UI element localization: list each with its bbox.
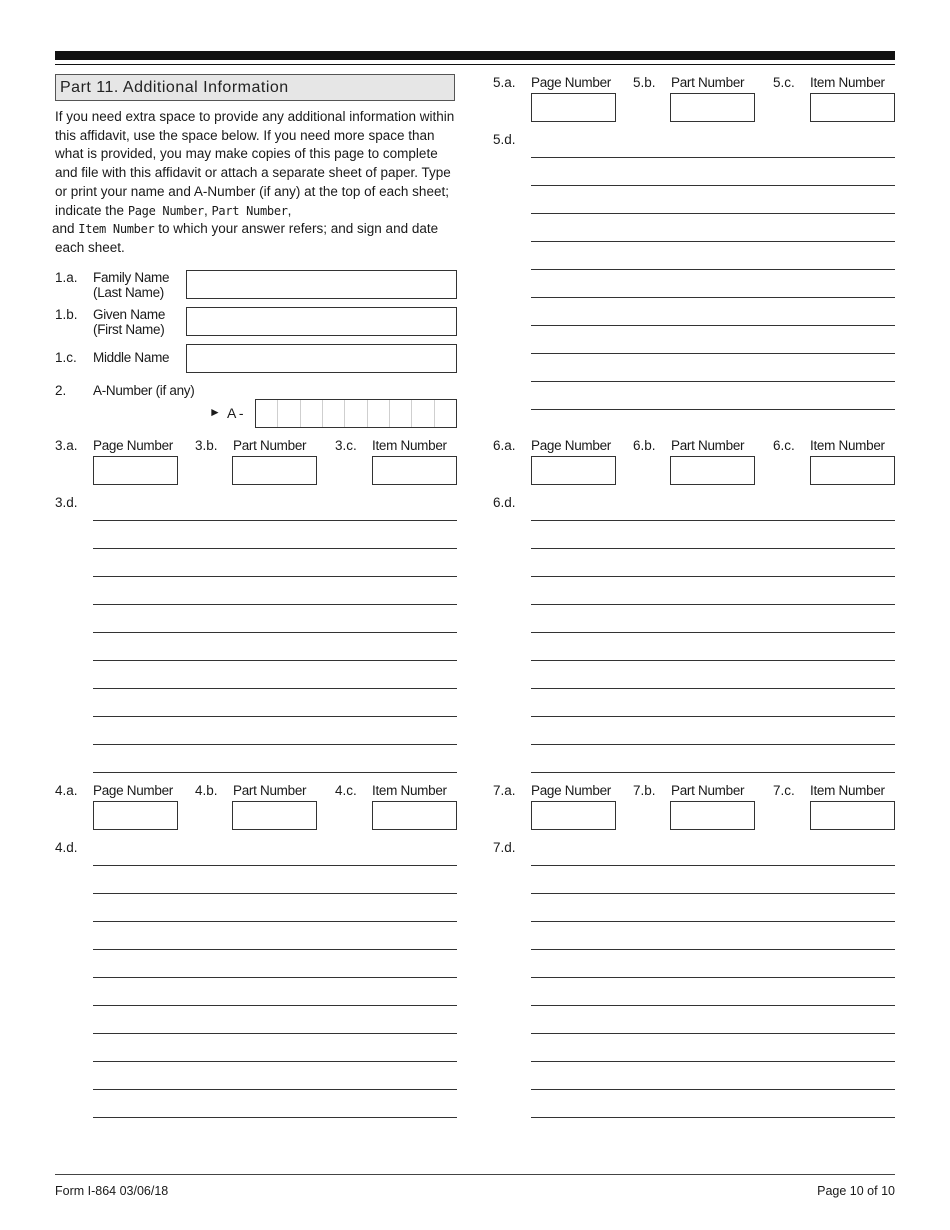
a-number-field[interactable] — [255, 399, 457, 428]
block-6-part-number-label: Part Number — [671, 438, 745, 453]
block-4-item-number-label: Item Number — [372, 783, 447, 798]
block-6-page-number-label: Page Number — [531, 438, 611, 453]
block-6-answer-line[interactable] — [531, 520, 895, 521]
block-6a-number: 6.a. — [493, 438, 516, 453]
block-7-answer-line[interactable] — [531, 1005, 895, 1006]
block-5d-number: 5.d. — [493, 132, 516, 147]
block-3-answer-line[interactable] — [93, 548, 457, 549]
block-5-answer-line[interactable] — [531, 269, 895, 270]
block-3-answer-line[interactable] — [93, 660, 457, 661]
block-7-item-number-label: Item Number — [810, 783, 885, 798]
a-number-label: A-Number (if any) — [93, 383, 195, 398]
block-4a-number: 4.a. — [55, 783, 78, 798]
block-3-part-number-field[interactable] — [232, 456, 317, 485]
form-id: Form I-864 03/06/18 — [55, 1184, 169, 1198]
block-4-answer-line[interactable] — [93, 1005, 457, 1006]
block-3-page-number-label: Page Number — [93, 438, 173, 453]
block-3d-number: 3.d. — [55, 495, 78, 510]
block-4-answer-line[interactable] — [93, 1033, 457, 1034]
block-3-answer-line[interactable] — [93, 772, 457, 773]
block-3b-number: 3.b. — [195, 438, 218, 453]
block-7-item-number-field[interactable] — [810, 801, 895, 830]
intro-and: and — [52, 221, 79, 237]
block-6b-number: 6.b. — [633, 438, 656, 453]
family-name-field[interactable] — [186, 270, 457, 299]
block-3-answer-line[interactable] — [93, 632, 457, 633]
intro-sep1: , — [203, 202, 212, 218]
block-4-answer-line[interactable] — [93, 977, 457, 978]
a-number-number: 2. — [55, 383, 67, 398]
block-4-answer-line[interactable] — [93, 1117, 457, 1118]
block-6-item-number-field[interactable] — [810, 456, 895, 485]
block-6-answer-line[interactable] — [531, 772, 895, 773]
block-7-answer-line[interactable] — [531, 1033, 895, 1034]
block-3-answer-line[interactable] — [93, 520, 457, 521]
block-5-item-number-field[interactable] — [810, 93, 895, 122]
block-7-page-number-field[interactable] — [531, 801, 616, 830]
block-7c-number: 7.c. — [773, 783, 795, 798]
block-4-item-number-field[interactable] — [372, 801, 457, 830]
block-3-answer-line[interactable] — [93, 716, 457, 717]
block-4-answer-line[interactable] — [93, 921, 457, 922]
family-name-number: 1.a. — [55, 270, 78, 285]
block-3-part-number-label: Part Number — [233, 438, 307, 453]
block-4-part-number-field[interactable] — [232, 801, 317, 830]
family-name-sublabel: (Last Name) — [93, 285, 164, 300]
intro-part-number: Part Number — [211, 203, 288, 218]
block-4d-number: 4.d. — [55, 840, 78, 855]
block-6-answer-line[interactable] — [531, 632, 895, 633]
block-7-answer-line[interactable] — [531, 977, 895, 978]
block-3a-number: 3.a. — [55, 438, 78, 453]
block-6-answer-line[interactable] — [531, 660, 895, 661]
block-6c-number: 6.c. — [773, 438, 795, 453]
instructions-text — [52, 108, 460, 258]
block-4-page-number-label: Page Number — [93, 783, 173, 798]
block-3-answer-line[interactable] — [93, 688, 457, 689]
block-5-answer-line[interactable] — [531, 241, 895, 242]
block-7-answer-line[interactable] — [531, 1089, 895, 1090]
given-name-field[interactable] — [186, 307, 457, 336]
block-5-answer-line[interactable] — [531, 297, 895, 298]
block-4-answer-line[interactable] — [93, 893, 457, 894]
block-6-answer-line[interactable] — [531, 576, 895, 577]
block-7-answer-line[interactable] — [531, 1117, 895, 1118]
part-title: Part 11. Additional Information — [55, 74, 455, 101]
given-name-label: Given Name — [93, 307, 166, 322]
block-6-item-number-label: Item Number — [810, 438, 885, 453]
block-4b-number: 4.b. — [195, 783, 218, 798]
block-5c-number: 5.c. — [773, 75, 795, 90]
block-6-answer-line[interactable] — [531, 548, 895, 549]
block-7d-number: 7.d. — [493, 840, 516, 855]
block-4-answer-line[interactable] — [93, 1089, 457, 1090]
block-4-answer-line[interactable] — [93, 949, 457, 950]
block-7-page-number-label: Page Number — [531, 783, 611, 798]
block-6-answer-line[interactable] — [531, 716, 895, 717]
block-6-part-number-field[interactable] — [670, 456, 755, 485]
block-4c-number: 4.c. — [335, 783, 357, 798]
block-5-answer-line[interactable] — [531, 325, 895, 326]
block-3-answer-line[interactable] — [93, 576, 457, 577]
block-5-answer-line[interactable] — [531, 157, 895, 158]
block-6-answer-line[interactable] — [531, 744, 895, 745]
block-5-answer-line[interactable] — [531, 353, 895, 354]
header-thin-rule — [55, 64, 895, 65]
intro-page-number: Page Number — [127, 203, 204, 218]
block-3-answer-line[interactable] — [93, 744, 457, 745]
block-5-answer-line[interactable] — [531, 213, 895, 214]
block-7b-number: 7.b. — [633, 783, 656, 798]
block-5-answer-line[interactable] — [531, 409, 895, 410]
block-7-part-number-field[interactable] — [670, 801, 755, 830]
family-name-label: Family Name — [93, 270, 170, 285]
block-5-item-number-label: Item Number — [810, 75, 885, 90]
block-5b-number: 5.b. — [633, 75, 656, 90]
intro-sep2: , — [287, 202, 292, 218]
a-number-prefix: A - — [227, 405, 244, 421]
block-5-page-number-field[interactable] — [531, 93, 616, 122]
block-3-item-number-field[interactable] — [372, 456, 457, 485]
block-5-answer-line[interactable] — [531, 185, 895, 186]
block-7-answer-line[interactable] — [531, 893, 895, 894]
block-6-page-number-field[interactable] — [531, 456, 616, 485]
block-3-answer-line[interactable] — [93, 604, 457, 605]
block-7-answer-line[interactable] — [531, 921, 895, 922]
block-6d-number: 6.d. — [493, 495, 516, 510]
block-5-part-number-field[interactable] — [670, 93, 755, 122]
block-5-page-number-label: Page Number — [531, 75, 611, 90]
block-3c-number: 3.c. — [335, 438, 357, 453]
block-7-answer-line[interactable] — [531, 1061, 895, 1062]
page-number: Page 10 of 10 — [817, 1184, 895, 1198]
block-4-part-number-label: Part Number — [233, 783, 307, 798]
block-7-answer-line[interactable] — [531, 949, 895, 950]
block-4-page-number-field[interactable] — [93, 801, 178, 830]
block-3-page-number-field[interactable] — [93, 456, 178, 485]
block-3-item-number-label: Item Number — [372, 438, 447, 453]
middle-name-number: 1.c. — [55, 350, 77, 365]
block-5a-number: 5.a. — [493, 75, 516, 90]
footer-rule — [55, 1174, 895, 1175]
header-thick-rule — [55, 51, 895, 60]
middle-name-field[interactable] — [186, 344, 457, 373]
block-7-part-number-label: Part Number — [671, 783, 745, 798]
intro-part2: to which your answer refers; and sign and date each sheet. — [55, 221, 439, 255]
block-4-answer-line[interactable] — [93, 1061, 457, 1062]
arrow-icon: ► — [209, 405, 221, 419]
intro-item-number: Item Number — [78, 222, 155, 237]
middle-name-label: Middle Name — [93, 350, 170, 365]
block-4-answer-line[interactable] — [93, 865, 457, 866]
block-5-answer-line[interactable] — [531, 381, 895, 382]
block-6-answer-line[interactable] — [531, 688, 895, 689]
block-5-part-number-label: Part Number — [671, 75, 745, 90]
block-6-answer-line[interactable] — [531, 604, 895, 605]
block-7a-number: 7.a. — [493, 783, 516, 798]
given-name-sublabel: (First Name) — [93, 322, 165, 337]
intro-part1: If you need extra space to provide any additional information within this affidavit, use the space below. If you need more space than what is provided, you may make copies of this page to complete and file with this affidavit or attach a separate sheet of paper. Type or print your name and A-Number (if any) at the top of each sheet; indicate the — [55, 109, 455, 218]
given-name-number: 1.b. — [55, 307, 78, 322]
block-7-answer-line[interactable] — [531, 865, 895, 866]
